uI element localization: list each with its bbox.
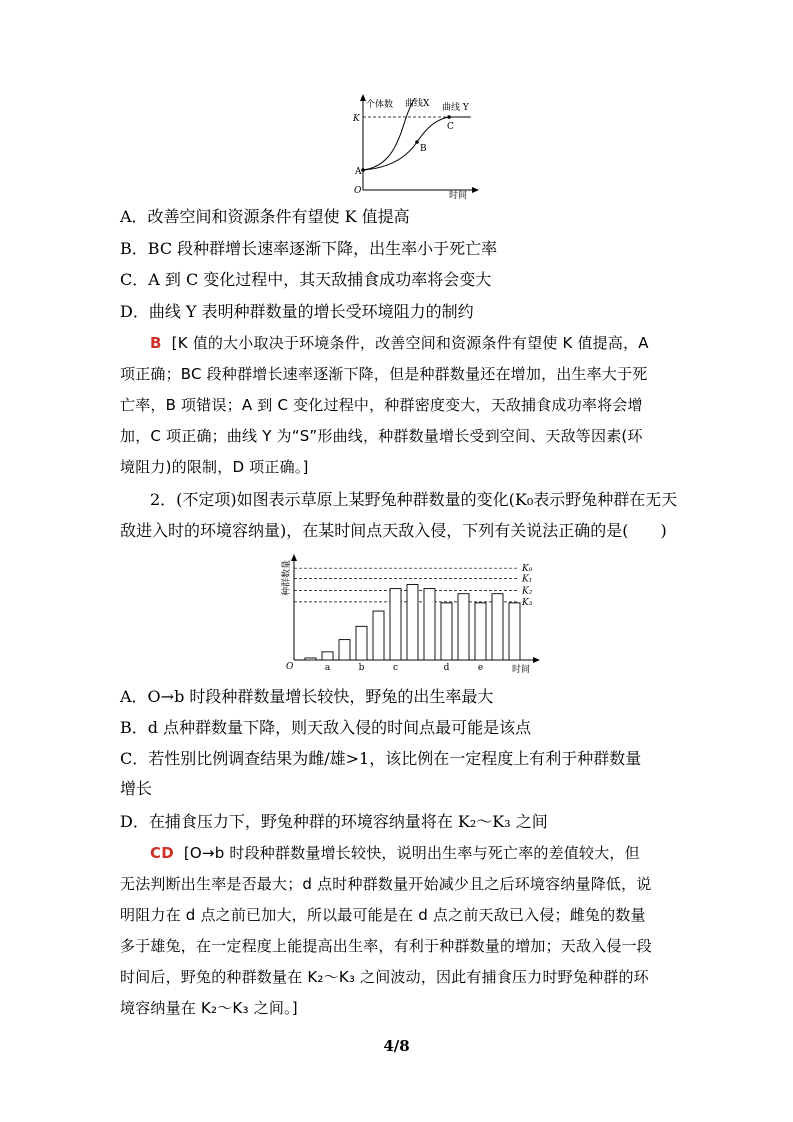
- q2-answer-key: CD: [150, 844, 174, 862]
- chart-origin: O: [286, 662, 294, 672]
- fig1-y-label: 个体数: [366, 100, 394, 110]
- q1-option-d: D．曲线 Y 表明种群数量的增长受环境阻力的制约: [120, 302, 474, 321]
- chart-y-arrow: [291, 554, 297, 561]
- bar-7: [407, 585, 418, 660]
- tick-label-e: e: [477, 663, 484, 673]
- point-b-dot: [415, 140, 419, 144]
- point-a-dot: [361, 168, 365, 172]
- bar-9: [441, 603, 452, 660]
- q1-explanation-line-2: 项正确；BC 段种群增长速率逐渐下降，但是种群数量还在增加，出生率大于死: [120, 365, 648, 383]
- bar-8: [424, 589, 435, 660]
- bar-13: [509, 603, 520, 660]
- ref-label-K2: K₂: [522, 586, 533, 597]
- q2-option-c: C．若性别比例调查结果为雌/雄>1，该比例在一定程度上有利于种群数量: [120, 749, 642, 768]
- page-number: 4/8: [383, 1037, 410, 1055]
- bar-4: [356, 626, 367, 660]
- population-bar-chart: [278, 552, 548, 677]
- fig1-point-a: A: [355, 167, 362, 177]
- bar-6: [390, 589, 401, 660]
- tick-label-d: d: [443, 663, 450, 673]
- tick-label-a: a: [324, 663, 331, 673]
- q1-option-a: A．改善空间和资源条件有望使 K 值提高: [120, 207, 410, 226]
- bar-5: [373, 611, 384, 660]
- bar-12: [492, 594, 503, 660]
- fig1-point-b: B: [420, 144, 427, 154]
- population-curve-figure: [345, 92, 485, 200]
- tick-label-b: b: [358, 663, 365, 673]
- ref-label-K3: K₃: [522, 597, 533, 608]
- fig1-k-label: K: [353, 114, 360, 124]
- chart-x-label: 时间: [512, 665, 531, 675]
- q2-explanation-line-1: CD [O→b 时段种群数量增长较快，说明出生率与死亡率的差值较大，但: [150, 844, 640, 862]
- fig1-origin: O: [354, 186, 362, 196]
- point-c-dot: [447, 115, 451, 119]
- q2-option-b: B．d 点种群数量下降，则天敌入侵的时间点最可能是该点: [120, 718, 532, 737]
- q2-explanation-line-3: 明阻力在 d 点之前已加大，所以最可能是在 d 点之前天敌已入侵；雌兔的数量: [120, 906, 646, 924]
- ref-label-K0: K₀: [522, 564, 533, 575]
- bar-1: [305, 658, 316, 660]
- fig1-curve-x-label: 曲线X: [405, 99, 430, 109]
- q2-stem-line-2: 敌进入时的环境容纳量)，在某时间点天敌入侵，下列有关说法正确的是( ): [120, 521, 667, 540]
- q2-explanation-line-6: 境容纳量在 K₂～K₃ 之间。]: [120, 999, 298, 1017]
- ref-label-K1: K₁: [522, 574, 533, 585]
- q1-option-b: B．BC 段种群增长速率逐渐下降，出生率小于死亡率: [120, 239, 498, 258]
- tick-label-c: c: [392, 663, 399, 673]
- chart-x-arrow: [533, 657, 540, 663]
- bar-11: [475, 603, 486, 660]
- q2-option-c-cont: 增长: [120, 779, 153, 798]
- fig1-curve-y-label: 曲线 Y: [442, 103, 469, 113]
- q1-explanation-line-5: 境阻力)的限制，D 项正确。]: [120, 458, 309, 476]
- q2-option-a: A．O→b 时段种群数量增长较快，野兔的出生率最大: [120, 687, 494, 706]
- fig1-point-c: C: [447, 122, 454, 132]
- q1-option-c: C．A 到 C 变化过程中，其天敌捕食成功率将会变大: [120, 270, 492, 289]
- chart-y-label: 种群数量: [282, 559, 292, 596]
- fig1-x-label: 时间: [449, 191, 468, 200]
- q2-stem-line-1: 2．(不定项)如图表示草原上某野兔种群数量的变化(K₀表示野兔种群在无天: [150, 490, 678, 509]
- bar-3: [339, 640, 350, 660]
- q2-explanation-line-2: 无法判断出生率是否最大；d 点时种群数量开始减少且之后环境容纳量降低，说: [120, 875, 652, 893]
- bar-10: [458, 594, 469, 660]
- bar-2: [322, 652, 333, 660]
- q2-option-d: D．在捕食压力下，野兔种群的环境容纳量将在 K₂～K₃ 之间: [120, 812, 548, 831]
- q1-explanation-line-3: 亡率，B 项错误；A 到 C 变化过程中，种群密度变大，天敌捕食成功率将会增: [120, 396, 643, 414]
- fig1-x-arrow: [472, 187, 479, 193]
- q1-explanation-line-4: 加，C 项正确；曲线 Y 为“S”形曲线，种群数量增长受到空间、天敌等因素(环: [120, 427, 643, 445]
- q1-answer-key: B: [150, 334, 162, 352]
- q1-explanation-line-1: B [K 值的大小取决于环境条件，改善空间和资源条件有望使 K 值提高，A: [150, 334, 649, 352]
- q2-explanation-line-5: 时间后，野兔的种群数量在 K₂～K₃ 之间波动，因此有捕食压力时野兔种群的环: [120, 968, 649, 986]
- q2-explanation-line-4: 多于雄兔，在一定程度上能提高出生率，有利于种群数量的增加；天敌入侵一段: [120, 937, 653, 955]
